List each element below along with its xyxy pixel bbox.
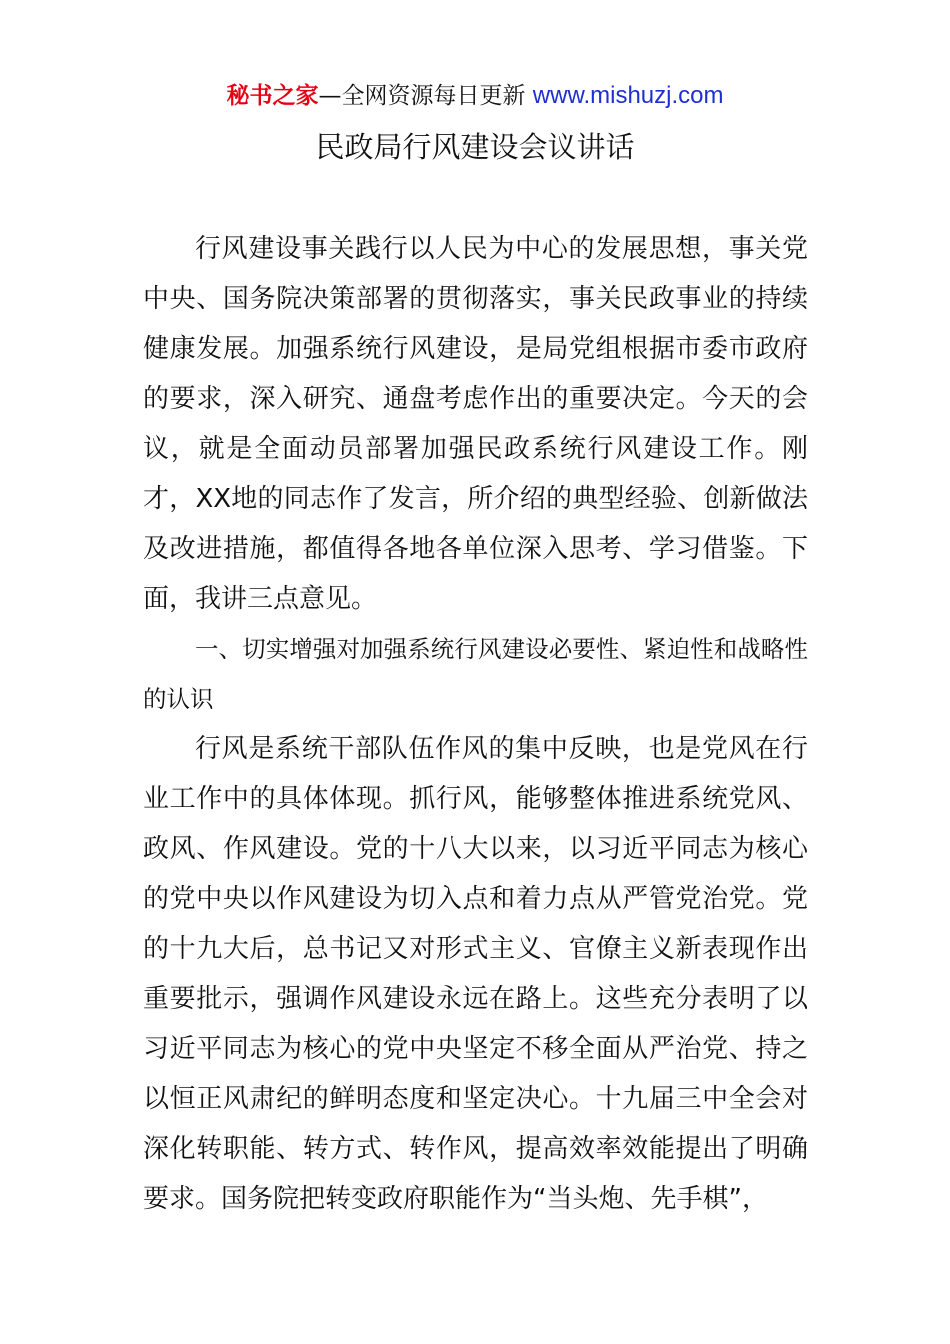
document-title: 民政局行风建设会议讲话 (315, 130, 635, 164)
banner-tagline: —全网资源每日更新 (318, 83, 526, 109)
site-url-link[interactable]: www.mishuzj.com (532, 82, 724, 109)
body-paragraph: 行风是系统干部队伍作风的集中反映，也是党风在行业工作中的具体体现。抓行风，能够整体推进系统党风、政风、作风建设。党的十八大以来，以习近平同志为核心的党中央以作风建设为切入点和着力点从严管党治党。党的十九大后，总书记又对形式主义、官僚主义新表现作出重要批示，强调作风建设永远在路上。这些充分表明了以习近平同志为核心的党中央坚定不移全面从严治党、持之以恒正风肃纪的鲜明态度和坚定决心。十九届三中全会对深化转职能、转方式、转作风，提高效率效能提出了明确要求。国务院把转变政府职能作为“当头炮、先手棋”， (143, 734, 808, 1214)
document-body (143, 224, 808, 1224)
site-banner (0, 78, 950, 114)
body-paragraph: 行风建设事关践行以人民为中心的发展思想，事关党中央、国务院决策部署的贯彻落实，事关民政事业的持续健康发展。加强系统行风建设，是局党组根据市委市政府的要求，深入研究、通盘考虑作出的重要决定。今天的会议，就是全面动员部署加强民政系统行风建设工作。刚才，XX地的同志作了发言，所介绍的典型经验、创新做法及改进措施，都值得各地各单位深入思考、学习借鉴。下面，我讲三点意见。 (143, 234, 808, 614)
section-heading: 一、切实增强对加强系统行风建设必要性、紧迫性和战略性的认识 (143, 635, 808, 713)
brand-name: 秘书之家 (226, 83, 319, 109)
